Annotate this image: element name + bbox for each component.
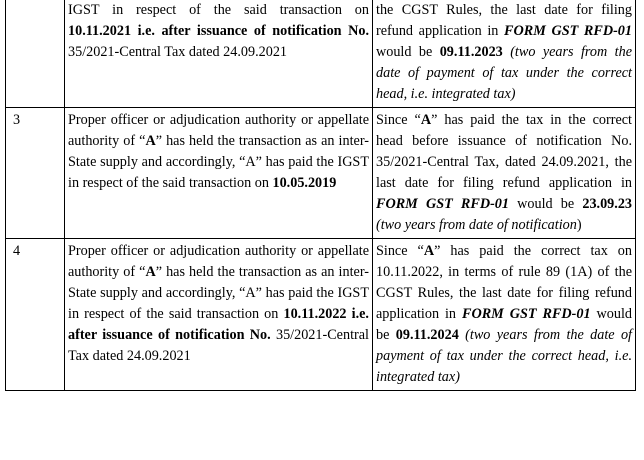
bold-text: 10.05.2019 [272,175,337,191]
bold-text: A [420,112,432,128]
serial-number-cell [6,0,65,108]
text-run: Since “ [376,243,424,259]
table-row [6,239,636,391]
illustration-table [5,0,636,391]
text-run: would be [376,44,440,60]
serial-number-cell: 3 [6,108,65,239]
text-run: would be [509,196,583,212]
outcome-cell [373,108,636,239]
text-run: Since “ [376,112,421,128]
text-run: ” has held the transaction as an inter-State supply and accordingly, “A” has paid the IGST in respect of the said transaction on [68,133,369,191]
text-run: IGST in respect of the said transaction on [68,2,369,18]
italic-text: (two years from the date of payment of tax under the correct head, i.e. integrated tax) [376,327,632,385]
outcome-cell [373,239,636,391]
bold-text: 09.11.2024 [395,327,459,343]
text-run: Proper officer or adjudication authority or appellate authority of “ [68,112,369,149]
text-run: ) [576,217,582,233]
emphasis-text: FORM GST RFD-01 [461,306,591,322]
outcome-cell [373,0,636,108]
text-run: ” has paid the tax in the correct head before issuance of notification No. 35/2021-Central Tax, dated 24.09.2021, the last date for filing refund application in [376,112,632,191]
text-run: 35/2021-Central Tax dated 24.09.2021 [68,327,369,364]
text-run: 35/2021-Central Tax dated 24.09.2021 [68,44,288,60]
bold-text: 09.11.2023 [439,44,503,60]
text-run: the CGST Rules, the last date for filing refund application in [376,2,632,39]
table-row [6,108,636,239]
text-run: ” has paid the correct tax on 10.11.2022, in terms of rule 89 (1A) of the CGST Rules, the last date for filing refund application in [376,243,632,322]
table-row [6,0,636,108]
emphasis-text: FORM GST RFD-01 [376,196,509,212]
facts-cell [65,108,373,239]
bold-text: 23.09.23 [582,196,632,212]
facts-cell [65,0,373,108]
bold-text: 10.11.2022 i.e. after issuance of notification No. [68,306,369,343]
italic-text: (two years from date of notification [376,217,577,233]
text-run: Proper officer or adjudication authority or appellate authority of “ [68,243,369,280]
text-run: would be [376,306,632,343]
bold-text: A [423,243,435,259]
bold-text: A [145,133,156,149]
serial-number-cell: 4 [6,239,65,391]
bold-text: A [145,264,156,280]
facts-cell [65,239,373,391]
text-run: ” has held the transaction as an inter-State supply and accordingly, “A” has paid the IGST in respect of the said transaction on [68,264,369,322]
emphasis-text: FORM GST RFD-01 [504,23,632,39]
italic-text: (two years from the date of payment of tax under the correct head, i.e. integrated tax) [376,44,632,102]
bold-text: 10.11.2021 i.e. after issuance of notification No. [68,23,369,39]
